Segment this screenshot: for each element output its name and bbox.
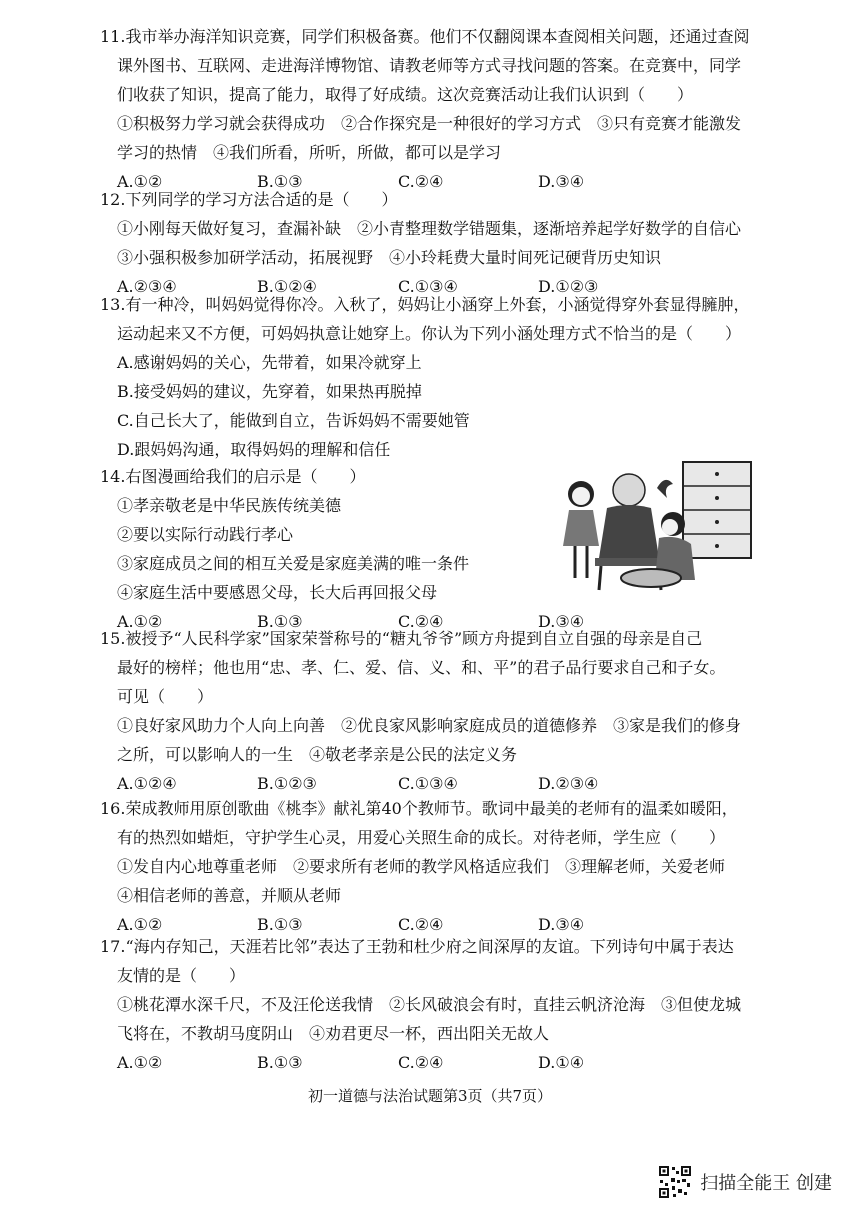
question-17 xyxy=(100,932,835,1077)
option-a: A.②③④ xyxy=(117,277,177,296)
question-stem-line: 们收获了知识，提高了能力，取得了好成绩。这次竞赛活动让我们认识到（ ） xyxy=(117,85,694,104)
question-stem-line: 14.右图漫画给我们的启示是（ ） xyxy=(100,467,366,486)
option-c: C.①③④ xyxy=(398,774,458,793)
option-d: D.③④ xyxy=(538,172,585,191)
option-a: A.①② xyxy=(117,172,163,191)
question-stem-line: 课外图书、互联网、走进海洋博物馆、请教老师等方式寻找问题的答案。在竞赛中，同学 xyxy=(117,56,742,75)
question-stem-line: 12.下列同学的学习方法合适的是（ ） xyxy=(100,190,398,209)
statement-line: ①发自内心地尊重老师 ②要求所有老师的教学风格适应我们 ③理解老师，关爱老师 xyxy=(117,857,726,876)
question-stem-line: 15.被授予“人民科学家”国家荣誉称号的“糖丸爷爷”顾方舟提到自立自强的母亲是自己 xyxy=(100,629,703,648)
option-c: C.②④ xyxy=(398,1053,444,1072)
question-16 xyxy=(100,794,835,939)
statement-line: ①良好家风助力个人向上向善 ②优良家风影响家庭成员的道德修养 ③家是我们的修身 xyxy=(117,716,742,735)
question-12 xyxy=(100,185,835,301)
option-d: D.①④ xyxy=(538,1053,585,1072)
question-stem-line: 16.荣成教师用原创歌曲《桃李》献礼第40个教师节。歌词中最美的老师有的温柔如暖阳， xyxy=(100,799,738,818)
option-b: B.①③ xyxy=(257,915,303,934)
question-stem-line: 有的热烈如蜡炬，守护学生心灵，用爱心关照生命的成长。对待老师，学生应（ ） xyxy=(117,828,726,847)
statement-line: ①小刚每天做好复习，查漏补缺 ②小青整理数学错题集，逐渐培养起学好数学的自信心 xyxy=(117,219,742,238)
question-13 xyxy=(100,290,835,464)
option-b: B.接受妈妈的建议，先穿着，如果热再脱掉 xyxy=(117,382,422,401)
scanner-watermark xyxy=(658,1164,832,1200)
option-c: C.①③④ xyxy=(398,277,458,296)
option-d: D.③④ xyxy=(538,612,585,631)
option-d: D.③④ xyxy=(538,915,585,934)
option-c: C.②④ xyxy=(398,915,444,934)
question-stem-line: 最好的榜样；他也用“忠、孝、仁、爱、信、义、和、平”的君子品行要求自己和子女。 xyxy=(117,658,726,677)
cartoon-illustration xyxy=(555,458,755,593)
option-a: A.①②④ xyxy=(117,774,177,793)
option-a: A.①② xyxy=(117,1053,163,1072)
option-b: B.①③ xyxy=(257,1053,303,1072)
question-15 xyxy=(100,624,835,798)
statement-line: ①桃花潭水深千尺，不及汪伦送我情 ②长风破浪会有时，直挂云帆济沧海 ③但使龙城 xyxy=(117,995,742,1014)
option-b: B.①③ xyxy=(257,612,303,631)
answer-options xyxy=(100,1048,835,1077)
statement-line: ③小强积极参加研学活动，拓展视野 ④小玲耗费大量时间死记硬背历史知识 xyxy=(117,248,662,267)
statement-line: ④家庭生活中要感恩父母，长大后再回报父母 xyxy=(117,583,438,602)
option-d: D.跟妈妈沟通，取得妈妈的理解和信任 xyxy=(117,440,391,459)
brand-label: 扫描全能王 创建 xyxy=(700,1173,832,1194)
statement-line: ②要以实际行动践行孝心 xyxy=(117,525,294,544)
option-a: A.①② xyxy=(117,612,163,631)
option-b: B.①②③ xyxy=(257,774,317,793)
statement-line: ①孝亲敬老是中华民族传统美德 xyxy=(117,496,342,515)
option-d: D.①②③ xyxy=(538,277,599,296)
option-a: A.①② xyxy=(117,915,163,934)
page-footer: 初一道德与法治试题第3页（共7页） xyxy=(307,1087,553,1105)
option-c: C.②④ xyxy=(398,172,444,191)
question-11 xyxy=(100,22,835,196)
statement-line: 学习的热情 ④我们所看，所听，所做，都可以是学习 xyxy=(117,143,502,162)
option-d: D.②③④ xyxy=(538,774,599,793)
option-a: A.感谢妈妈的关心，先带着，如果冷就穿上 xyxy=(117,353,422,372)
option-b: B.①②④ xyxy=(257,277,317,296)
statement-line: 之所，可以影响人的一生 ④敬老孝亲是公民的法定义务 xyxy=(117,745,518,764)
statement-line: ①积极努力学习就会获得成功 ②合作探究是一种很好的学习方式 ③只有竞赛才能激发 xyxy=(117,114,742,133)
statement-line: ④相信老师的善意，并顺从老师 xyxy=(117,886,342,905)
question-stem-line: 运动起来又不方便，可妈妈执意让她穿上。你认为下列小涵处理方式不恰当的是（ ） xyxy=(117,324,742,343)
option-b: B.①③ xyxy=(257,172,303,191)
question-stem-line: 17.“海内存知己，天涯若比邻”表达了王勃和杜少府之间深厚的友谊。下列诗句中属于表达 xyxy=(100,937,734,956)
question-stem-line: 可见（ ） xyxy=(117,687,214,706)
qr-code-icon xyxy=(658,1165,692,1199)
question-stem-line: 11.我市举办海洋知识竞赛，同学们积极备赛。他们不仅翻阅课本查阅相关问题，还通过查阅 xyxy=(100,27,750,46)
option-c: C.自己长大了，能做到自立，告诉妈妈不需要她管 xyxy=(117,411,470,430)
question-stem-line: 13.有一种冷，叫妈妈觉得你冷。入秋了，妈妈让小涵穿上外套，小涵觉得穿外套显得臃肿， xyxy=(100,295,750,314)
statement-line: ③家庭成员之间的相互关爱是家庭美满的唯一条件 xyxy=(117,554,470,573)
question-stem-line: 友情的是（ ） xyxy=(117,966,246,985)
option-c: C.②④ xyxy=(398,612,444,631)
statement-line: 飞将在，不教胡马度阴山 ④劝君更尽一杯，西出阳关无故人 xyxy=(117,1024,550,1043)
